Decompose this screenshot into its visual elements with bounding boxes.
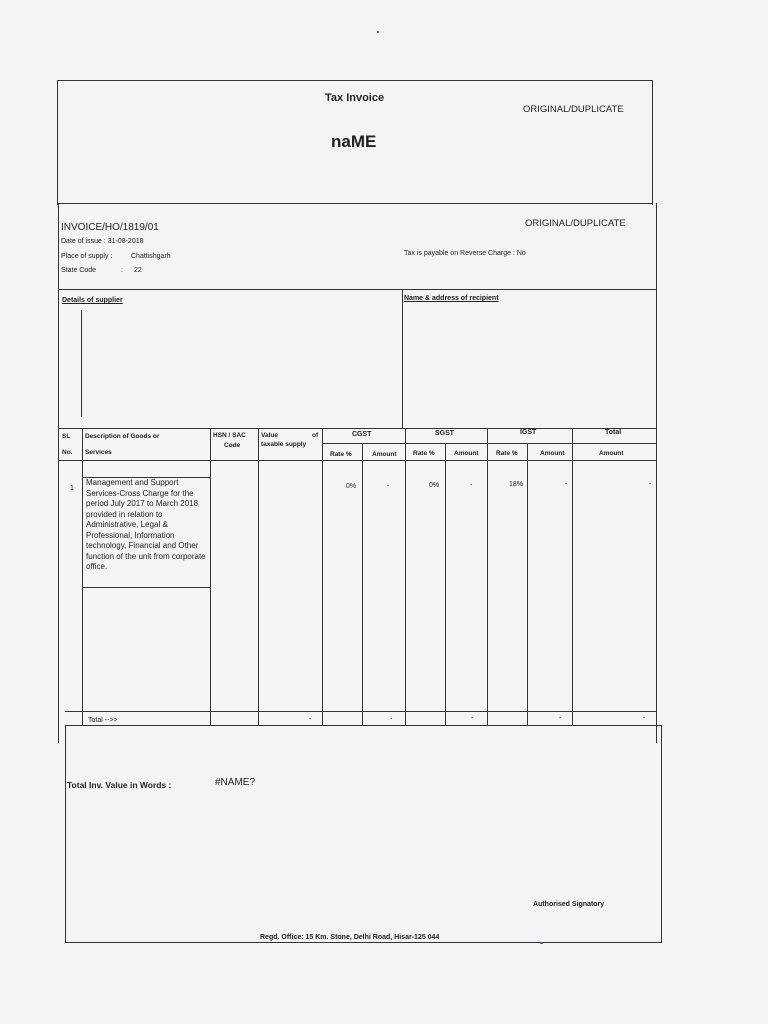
row-1-igst-rate: 18% bbox=[509, 481, 524, 488]
col-line-sgst-rate bbox=[445, 443, 446, 725]
col-line-sgst bbox=[487, 428, 488, 725]
col-line-value bbox=[322, 428, 323, 725]
row-1-total-amount: - bbox=[649, 481, 652, 488]
scan-speck bbox=[540, 942, 543, 944]
igst-rate-header: Rate % bbox=[496, 450, 518, 457]
col-desc-1: Description of Goods or bbox=[85, 433, 160, 440]
frame-right-bottom bbox=[661, 725, 662, 943]
reverse-charge: Tax is payable on Reverse Charge : No bbox=[404, 250, 526, 257]
total-amount-header: Amount bbox=[599, 450, 624, 457]
row-1-cgst-rate: 0% bbox=[346, 483, 357, 490]
row-1-igst-amount: - bbox=[565, 481, 568, 488]
col-line-hsn bbox=[258, 428, 259, 725]
total-sgst: - bbox=[471, 715, 474, 722]
frame-right-top bbox=[652, 80, 653, 205]
col-value-2: taxable supply bbox=[261, 441, 307, 448]
words-label: Total Inv. Value in Words : bbox=[67, 780, 172, 790]
total-value: - bbox=[309, 716, 312, 723]
frame-top bbox=[57, 80, 652, 81]
col-line-desc bbox=[210, 428, 211, 725]
desc-bottom-line bbox=[82, 587, 210, 588]
cgst-rate-header: Rate % bbox=[330, 451, 352, 458]
col-hsn-1: HSN / SAC bbox=[213, 432, 246, 439]
row-1-sl: 1 bbox=[70, 485, 74, 492]
col-line-cgst-rate bbox=[362, 443, 363, 725]
cgst-amount-header: Amount bbox=[372, 451, 397, 458]
supplier-label: Details of supplier bbox=[62, 297, 123, 304]
header-bottom-line bbox=[58, 460, 656, 461]
invoice-title: Tax Invoice bbox=[325, 92, 385, 104]
col-value-of: of bbox=[312, 432, 319, 439]
col-igst: IGST bbox=[520, 429, 537, 436]
col-hsn-2: Code bbox=[224, 442, 241, 449]
date-of-issue: Date of issue : 31-08-2018 bbox=[61, 238, 144, 245]
place-of-supply-value: Chattishgarh bbox=[131, 253, 171, 260]
words-value: #NAME? bbox=[215, 777, 256, 788]
recipient-label: Name & address of recipient bbox=[404, 295, 499, 302]
col-line-igst-rate bbox=[527, 443, 528, 725]
col-line-sl bbox=[82, 428, 83, 725]
col-total: Total bbox=[605, 429, 622, 436]
sgst-rate-header: Rate % bbox=[413, 450, 435, 457]
total-igst: - bbox=[559, 715, 562, 722]
frame-left-top bbox=[57, 80, 58, 205]
total-top-line bbox=[65, 711, 656, 712]
frame-right-mid bbox=[656, 203, 657, 743]
col-line-cgst bbox=[405, 428, 406, 725]
col-line-igst bbox=[572, 428, 573, 725]
state-code-separator: : bbox=[121, 267, 123, 274]
frame-left-mid bbox=[58, 203, 59, 743]
row-1-sgst-amount: - bbox=[470, 482, 473, 489]
total-label: Total -->> bbox=[88, 717, 118, 724]
copy-label-top: ORIGINAL/DUPLICATE bbox=[523, 104, 624, 115]
table-top bbox=[58, 428, 656, 429]
col-sgst: SGST bbox=[435, 430, 455, 437]
total-amount: - bbox=[643, 715, 646, 722]
frame-left-bottom bbox=[65, 725, 66, 943]
col-sl-2: No. bbox=[62, 449, 73, 456]
total-bottom-line bbox=[65, 725, 661, 726]
col-value-1: Value bbox=[261, 432, 278, 439]
supplier-inner-line bbox=[81, 310, 82, 417]
col-desc-2: Services bbox=[85, 449, 112, 456]
invoice-number: INVOICE/HO/1819/01 bbox=[61, 222, 159, 233]
place-of-supply-label: Place of supply : bbox=[61, 253, 113, 260]
scan-speck bbox=[377, 31, 379, 33]
state-code-label: State Code bbox=[61, 267, 97, 274]
company-name: naME bbox=[331, 132, 377, 151]
regd-office: Regd. Office: 15 Km. Stone, Delhi Road, Hisar-125 044 bbox=[260, 934, 440, 941]
total-cgst: - bbox=[390, 716, 393, 723]
sgst-amount-header: Amount bbox=[454, 450, 479, 457]
parties-split bbox=[402, 289, 403, 428]
row-1-cgst-amount: - bbox=[387, 483, 390, 490]
header-divider bbox=[57, 203, 653, 204]
row-1-description: Management and Support Services-Cross Charge for the period July 2017 to March 2018 provided in relation to Administrative, Legal & Professional, Information technology, Financial and Other function of the unit from corporate office. bbox=[86, 478, 206, 571]
frame-bottom bbox=[65, 942, 662, 943]
col-cgst: CGST bbox=[352, 431, 372, 438]
col-sl-1: SL bbox=[62, 433, 71, 440]
igst-amount-header: Amount bbox=[540, 450, 565, 457]
parties-divider bbox=[58, 289, 656, 290]
authorised-signatory: Authorised Signatory bbox=[533, 901, 605, 908]
row-1-sgst-rate: 0% bbox=[429, 482, 440, 489]
state-code-value: 22 bbox=[134, 267, 142, 274]
subheader-line bbox=[322, 443, 656, 444]
copy-label: ORIGINAL/DUPLICATE bbox=[525, 218, 626, 229]
